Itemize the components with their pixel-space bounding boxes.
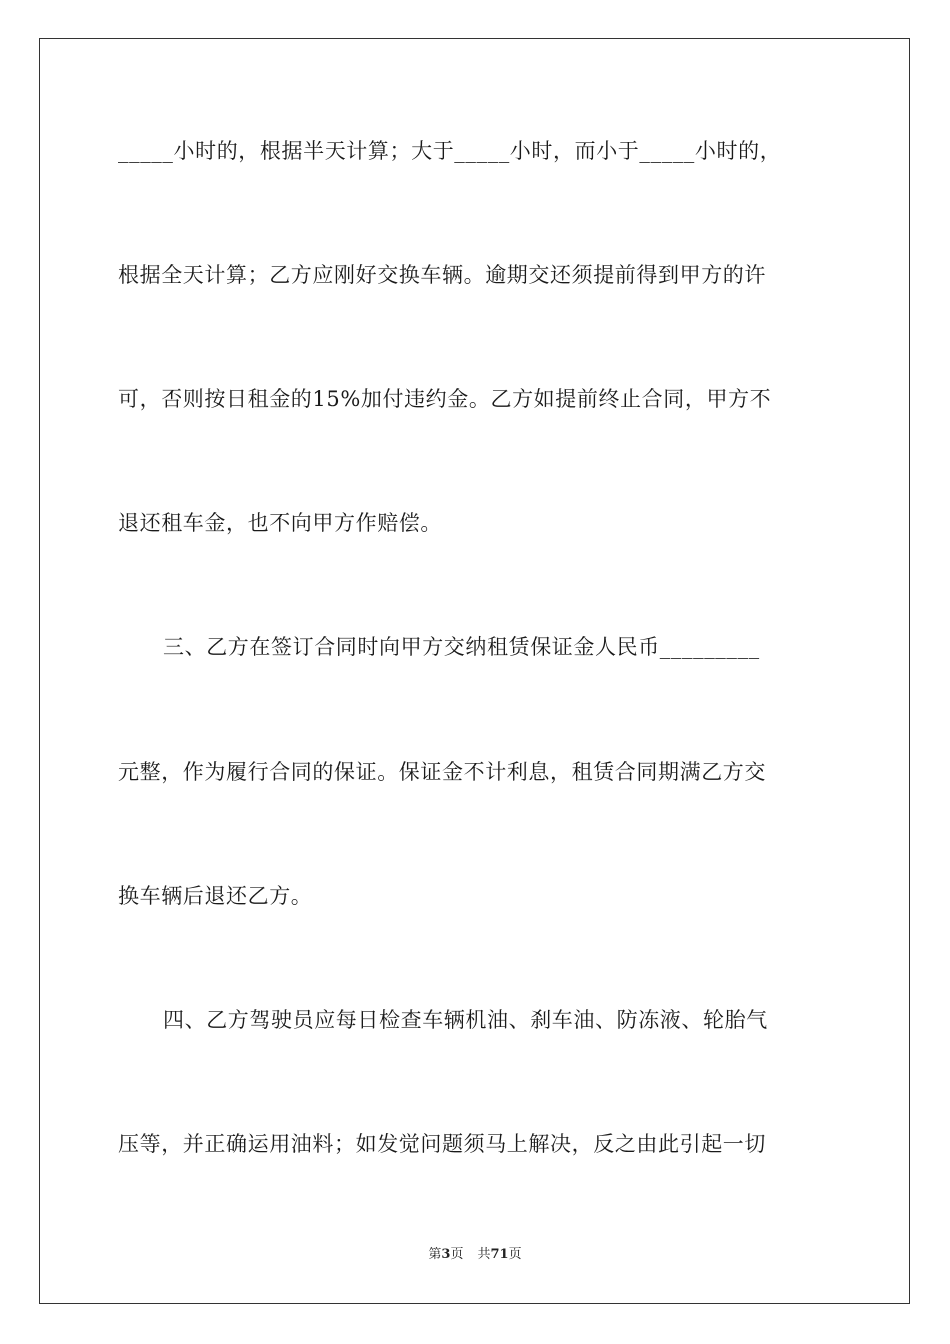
footer-total-prefix: 共 xyxy=(477,1247,491,1262)
footer-page-number: 3 xyxy=(441,1247,451,1262)
text-line-8: 四、乙方驾驶员应每日检查车辆机油、刹车油、防冻液、轮胎气 xyxy=(163,1008,768,1032)
text-line-4: 退还租车金，也不向甲方作赔偿。 xyxy=(118,511,442,535)
footer-page-prefix: 第 xyxy=(428,1247,442,1262)
text-line-3: 可，否则按日租金的15%加付违约金。乙方如提前终止合同，甲方不 xyxy=(118,387,772,411)
text-line-9: 压等，并正确运用油料；如发觉问题须马上解决，反之由此引起一切 xyxy=(118,1132,766,1156)
page-border xyxy=(39,38,910,1304)
text-line-6: 元整，作为履行合同的保证。保证金不计利息，租赁合同期满乙方交 xyxy=(118,760,766,784)
footer-total-suffix: 页 xyxy=(508,1247,522,1262)
footer-page-suffix: 页 xyxy=(450,1247,464,1262)
footer-total-pages: 71 xyxy=(490,1247,509,1262)
page-footer xyxy=(0,1246,950,1264)
text-line-7: 换车辆后退还乙方。 xyxy=(118,884,313,908)
text-line-5: 三、乙方在签订合同时向甲方交纳租赁保证金人民币_________ xyxy=(163,635,760,659)
text-line-2: 根据全天计算；乙方应刚好交换车辆。逾期交还须提前得到甲方的许 xyxy=(118,263,766,287)
text-line-1: _____小时的，根据半天计算；大于_____小时，而小于_____小时的， xyxy=(118,139,782,163)
